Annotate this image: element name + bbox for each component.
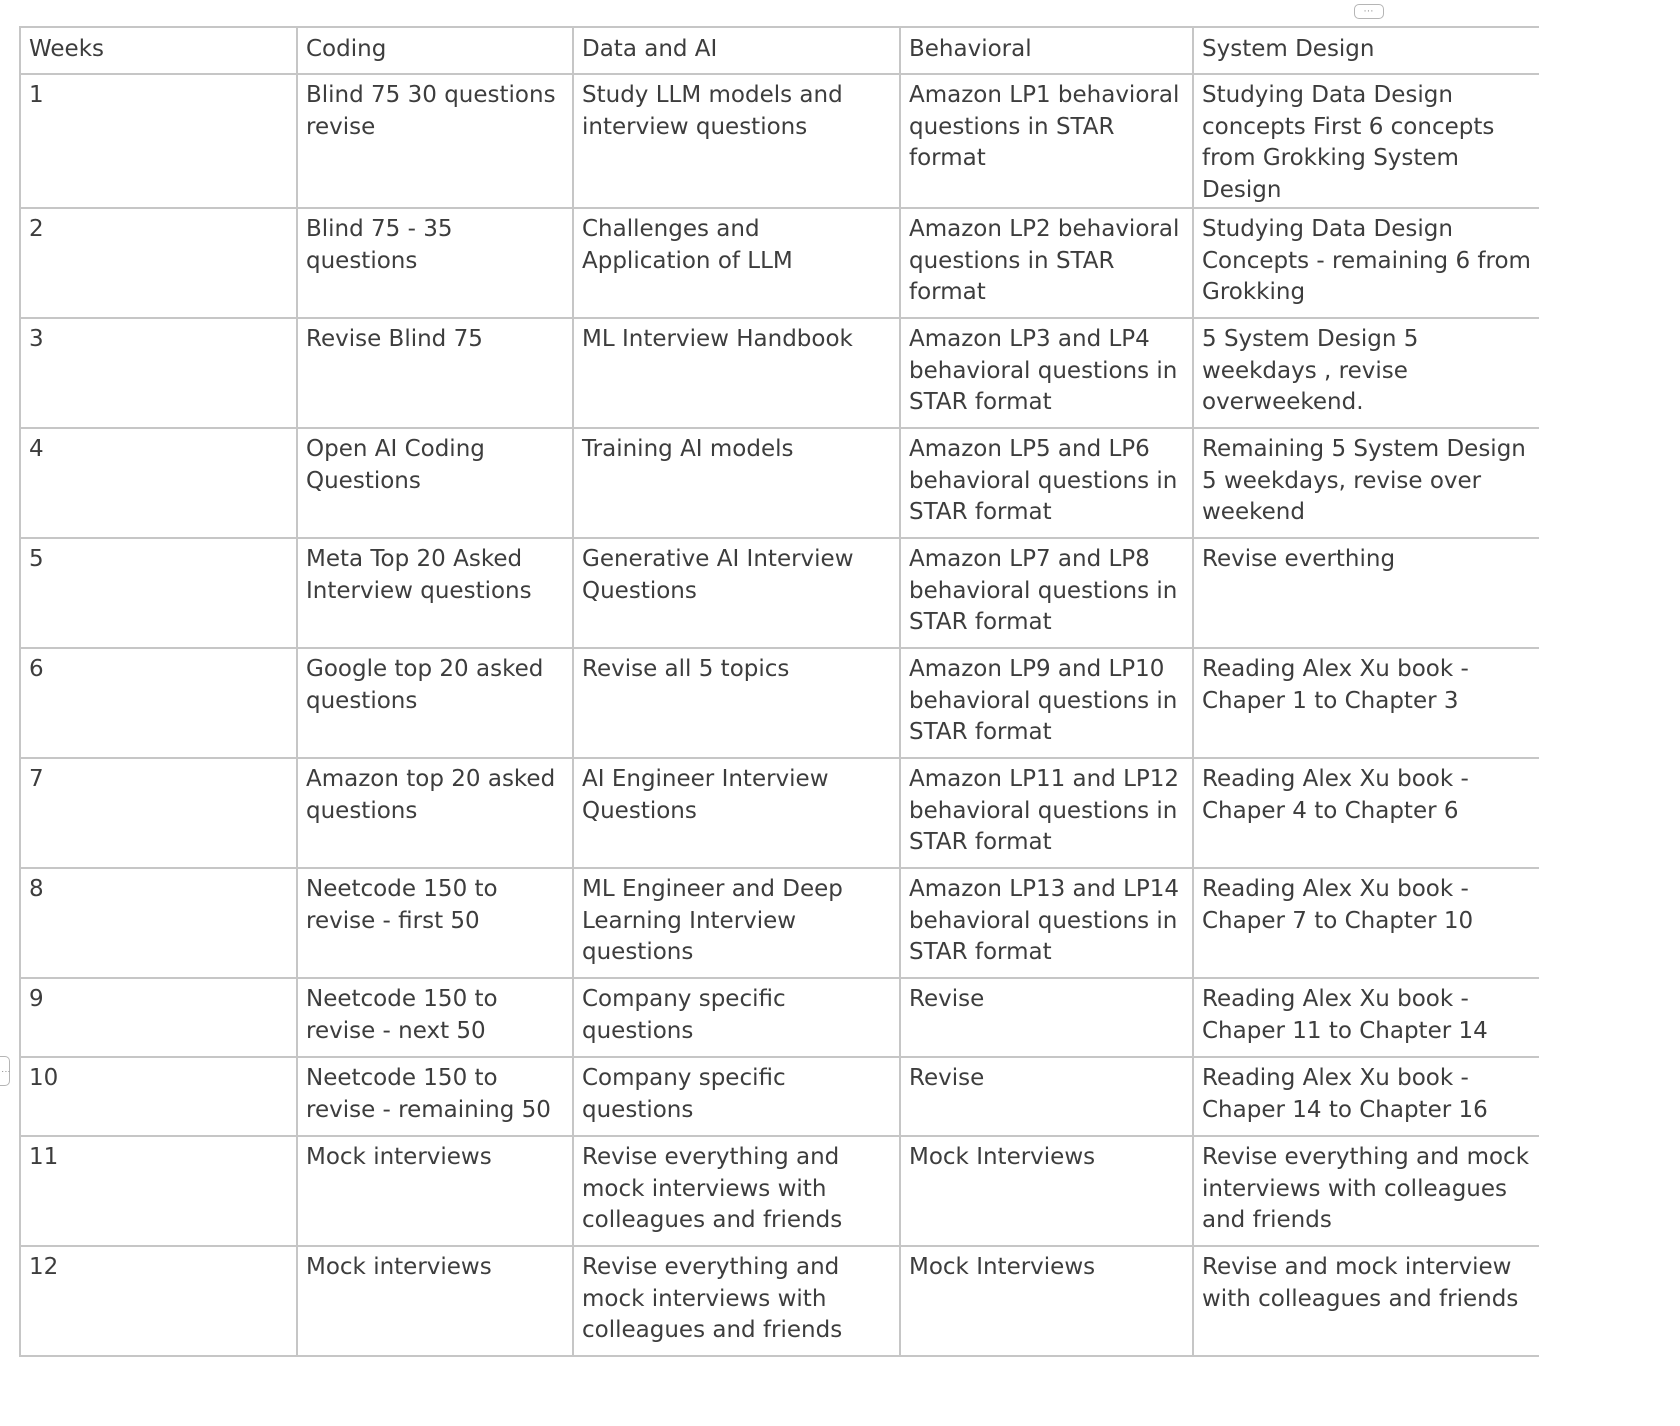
cell-coding[interactable]: Mock interviews bbox=[297, 1136, 573, 1246]
cell-data-and-ai[interactable]: Revise everything and mock interviews with colleagues and friends bbox=[573, 1136, 900, 1246]
cell-week[interactable]: 5 bbox=[20, 538, 297, 648]
cell-week[interactable]: 9 bbox=[20, 978, 297, 1057]
cell-data-and-ai[interactable]: ML Interview Handbook bbox=[573, 318, 900, 428]
cell-coding[interactable]: Google top 20 asked questions bbox=[297, 648, 573, 758]
cell-system-design[interactable]: Reading Alex Xu book - Chaper 14 to Chapter 16 bbox=[1193, 1057, 1539, 1136]
cell-data-and-ai[interactable]: Training AI models bbox=[573, 428, 900, 538]
cell-system-design[interactable]: Studying Data Design Concepts - remaining 6 from Grokking bbox=[1193, 208, 1539, 318]
cell-behavioral[interactable]: Amazon LP13 and LP14 behavioral questions in STAR format bbox=[900, 868, 1193, 978]
cell-week[interactable]: 7 bbox=[20, 758, 297, 868]
drag-handle-icon: ⋮ bbox=[0, 1066, 10, 1076]
cell-coding[interactable]: Meta Top 20 Asked Interview questions bbox=[297, 538, 573, 648]
cell-behavioral[interactable]: Revise bbox=[900, 978, 1193, 1057]
cell-behavioral[interactable]: Amazon LP5 and LP6 behavioral questions in STAR format bbox=[900, 428, 1193, 538]
cell-behavioral[interactable]: Amazon LP1 behavioral questions in STAR format bbox=[900, 74, 1193, 208]
table-row bbox=[20, 648, 1539, 758]
cell-data-and-ai[interactable]: AI Engineer Interview Questions bbox=[573, 758, 900, 868]
header-system-design[interactable]: System Design bbox=[1193, 27, 1539, 74]
cell-system-design[interactable]: Revise everything and mock interviews with colleagues and friends bbox=[1193, 1136, 1539, 1246]
cell-coding[interactable]: Blind 75 - 35 questions bbox=[297, 208, 573, 318]
table-header-row bbox=[20, 27, 1539, 74]
cell-week[interactable]: 8 bbox=[20, 868, 297, 978]
header-data-and-ai[interactable]: Data and AI bbox=[573, 27, 900, 74]
table-row bbox=[20, 868, 1539, 978]
cell-coding[interactable]: Revise Blind 75 bbox=[297, 318, 573, 428]
cell-system-design[interactable]: Remaining 5 System Design 5 weekdays, revise over weekend bbox=[1193, 428, 1539, 538]
cell-data-and-ai[interactable]: Revise everything and mock interviews with colleagues and friends bbox=[573, 1246, 900, 1356]
cell-data-and-ai[interactable]: Challenges and Application of LLM bbox=[573, 208, 900, 318]
table-options-button[interactable] bbox=[1354, 4, 1384, 19]
more-icon: ⋯ bbox=[1363, 5, 1375, 17]
cell-system-design[interactable]: Studying Data Design concepts First 6 concepts from Grokking System Design bbox=[1193, 74, 1539, 208]
study-plan-table bbox=[19, 26, 1539, 1357]
cell-data-and-ai[interactable]: Revise all 5 topics bbox=[573, 648, 900, 758]
table-row bbox=[20, 978, 1539, 1057]
cell-system-design[interactable]: Reading Alex Xu book - Chaper 1 to Chapter 3 bbox=[1193, 648, 1539, 758]
cell-behavioral[interactable]: Mock Interviews bbox=[900, 1246, 1193, 1356]
cell-system-design[interactable]: Revise and mock interview with colleagues and friends bbox=[1193, 1246, 1539, 1356]
table-row bbox=[20, 208, 1539, 318]
cell-behavioral[interactable]: Mock Interviews bbox=[900, 1136, 1193, 1246]
cell-behavioral[interactable]: Amazon LP9 and LP10 behavioral questions in STAR format bbox=[900, 648, 1193, 758]
cell-data-and-ai[interactable]: Generative AI Interview Questions bbox=[573, 538, 900, 648]
cell-behavioral[interactable]: Revise bbox=[900, 1057, 1193, 1136]
cell-system-design[interactable]: Revise everthing bbox=[1193, 538, 1539, 648]
table-row bbox=[20, 758, 1539, 868]
cell-behavioral[interactable]: Amazon LP3 and LP4 behavioral questions in STAR format bbox=[900, 318, 1193, 428]
cell-data-and-ai[interactable]: Company specific questions bbox=[573, 978, 900, 1057]
table-row bbox=[20, 428, 1539, 538]
cell-data-and-ai[interactable]: Company specific questions bbox=[573, 1057, 900, 1136]
cell-week[interactable]: 2 bbox=[20, 208, 297, 318]
cell-coding[interactable]: Blind 75 30 questions revise bbox=[297, 74, 573, 208]
cell-coding[interactable]: Mock interviews bbox=[297, 1246, 573, 1356]
cell-week[interactable]: 11 bbox=[20, 1136, 297, 1246]
cell-week[interactable]: 12 bbox=[20, 1246, 297, 1356]
cell-coding[interactable]: Open AI Coding Questions bbox=[297, 428, 573, 538]
header-weeks[interactable]: Weeks bbox=[20, 27, 297, 74]
table-row bbox=[20, 1057, 1539, 1136]
cell-data-and-ai[interactable]: Study LLM models and interview questions bbox=[573, 74, 900, 208]
cell-week[interactable]: 6 bbox=[20, 648, 297, 758]
cell-system-design[interactable]: Reading Alex Xu book - Chaper 11 to Chapter 14 bbox=[1193, 978, 1539, 1057]
cell-coding[interactable]: Neetcode 150 to revise - remaining 50 bbox=[297, 1057, 573, 1136]
cell-week[interactable]: 10 bbox=[20, 1057, 297, 1136]
cell-coding[interactable]: Amazon top 20 asked questions bbox=[297, 758, 573, 868]
table-row bbox=[20, 318, 1539, 428]
cell-behavioral[interactable]: Amazon LP2 behavioral questions in STAR format bbox=[900, 208, 1193, 318]
cell-behavioral[interactable]: Amazon LP11 and LP12 behavioral questions in STAR format bbox=[900, 758, 1193, 868]
cell-data-and-ai[interactable]: ML Engineer and Deep Learning Interview questions bbox=[573, 868, 900, 978]
table-row bbox=[20, 74, 1539, 208]
cell-week[interactable]: 3 bbox=[20, 318, 297, 428]
cell-week[interactable]: 4 bbox=[20, 428, 297, 538]
cell-coding[interactable]: Neetcode 150 to revise - next 50 bbox=[297, 978, 573, 1057]
cell-system-design[interactable]: Reading Alex Xu book - Chaper 4 to Chapter 6 bbox=[1193, 758, 1539, 868]
cell-behavioral[interactable]: Amazon LP7 and LP8 behavioral questions in STAR format bbox=[900, 538, 1193, 648]
table-row bbox=[20, 1136, 1539, 1246]
cell-week[interactable]: 1 bbox=[20, 74, 297, 208]
header-behavioral[interactable]: Behavioral bbox=[900, 27, 1193, 74]
cell-system-design[interactable]: 5 System Design 5 weekdays , revise overweekend. bbox=[1193, 318, 1539, 428]
table-row bbox=[20, 538, 1539, 648]
cell-system-design[interactable]: Reading Alex Xu book - Chaper 7 to Chapter 10 bbox=[1193, 868, 1539, 978]
table-row bbox=[20, 1246, 1539, 1356]
header-coding[interactable]: Coding bbox=[297, 27, 573, 74]
cell-coding[interactable]: Neetcode 150 to revise - first 50 bbox=[297, 868, 573, 978]
row-drag-handle[interactable] bbox=[0, 1056, 10, 1086]
